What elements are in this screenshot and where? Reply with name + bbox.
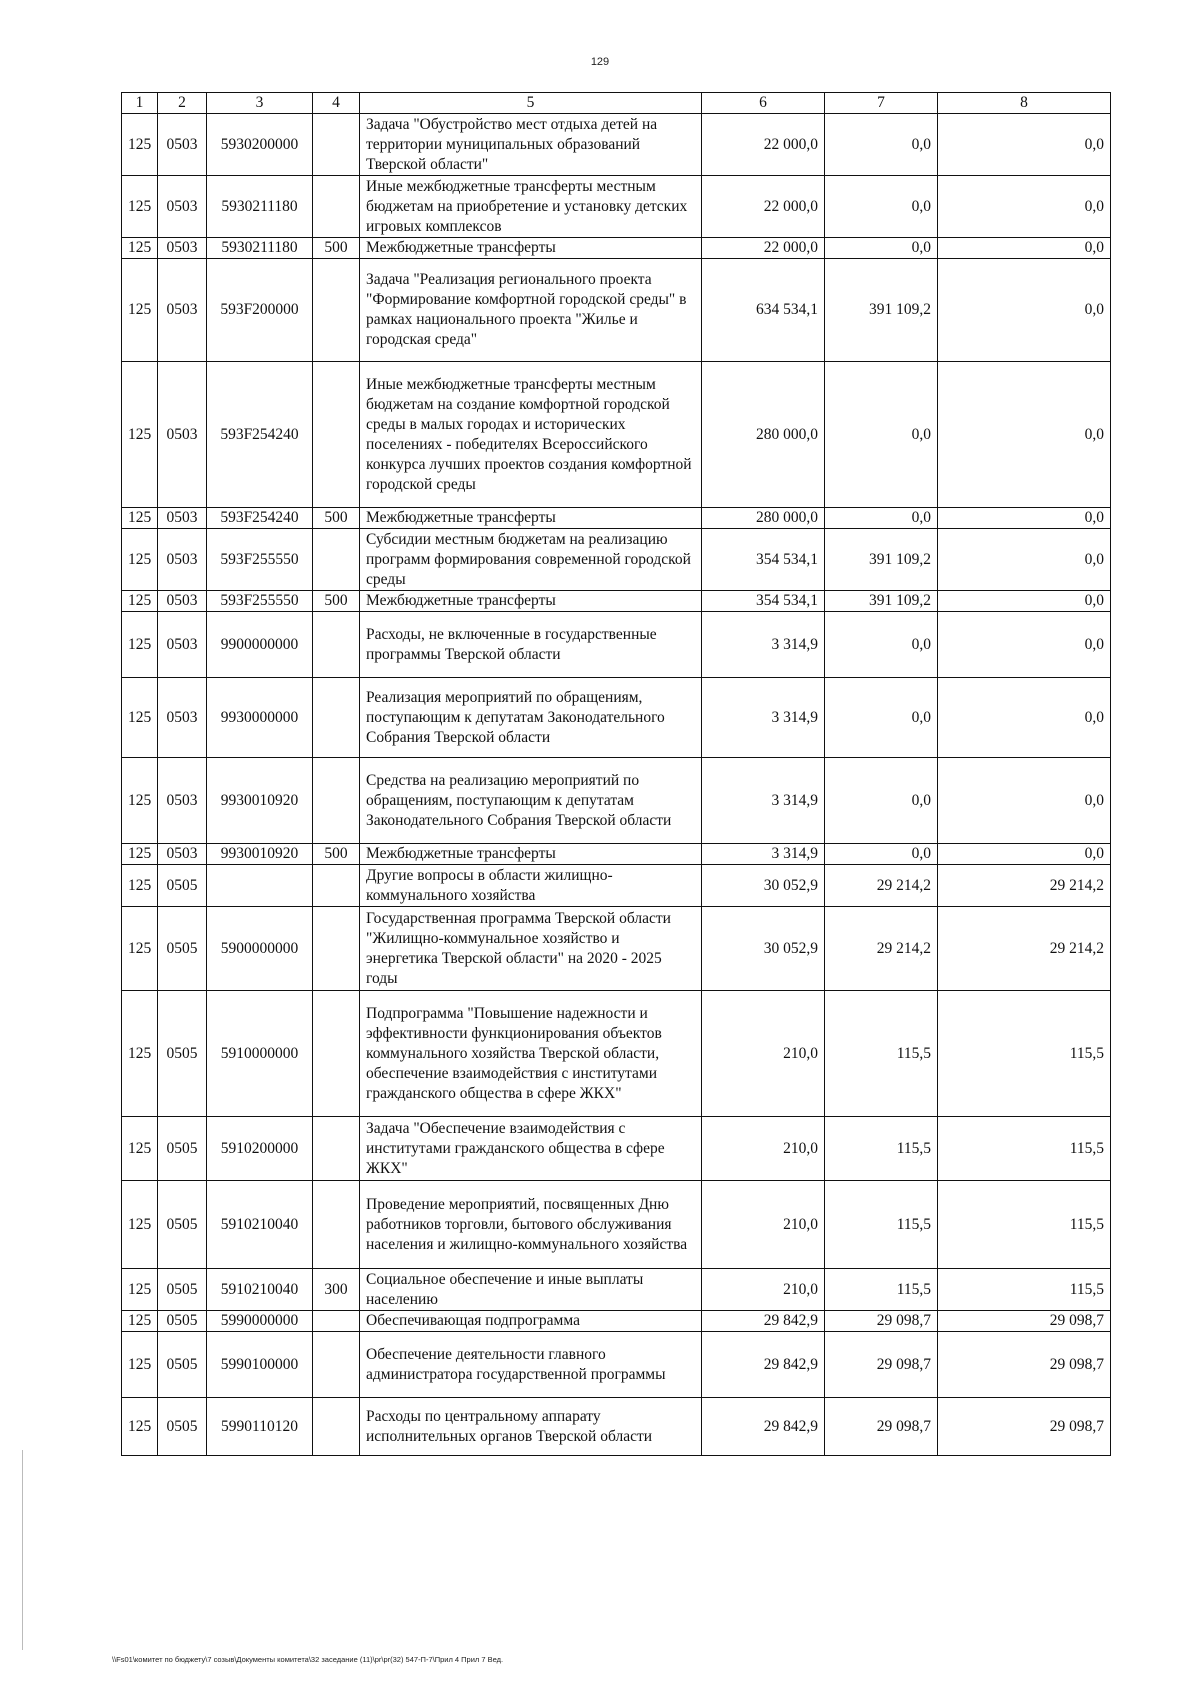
- cell-section: 0503: [158, 612, 207, 678]
- cell-admin: 125: [122, 907, 158, 991]
- table-row: [122, 508, 1111, 529]
- cell-type: 500: [313, 844, 360, 865]
- cell-amount-6: 3 314,9: [702, 758, 825, 844]
- table-row: [122, 1332, 1111, 1398]
- cell-section: 0505: [158, 1117, 207, 1181]
- budget-table: [121, 92, 1111, 1456]
- cell-amount-6: 210,0: [702, 1181, 825, 1269]
- cell-description: Задача "Обеспечение взаимодействия с институтами гражданского общества в сфере ЖКХ": [360, 1117, 702, 1181]
- cell-target: [207, 865, 313, 907]
- cell-type: 500: [313, 591, 360, 612]
- cell-amount-8: 0,0: [938, 678, 1111, 758]
- header-col-8: 8: [938, 93, 1111, 114]
- cell-description: Средства на реализацию мероприятий по обращениям, поступающим к депутатам Законодательного Собрания Тверской области: [360, 758, 702, 844]
- cell-amount-8: 0,0: [938, 844, 1111, 865]
- table-row: [122, 865, 1111, 907]
- table-row: [122, 758, 1111, 844]
- cell-admin: 125: [122, 362, 158, 508]
- table-row: [122, 907, 1111, 991]
- cell-amount-6: 210,0: [702, 1269, 825, 1311]
- cell-type: [313, 612, 360, 678]
- cell-amount-6: 354 534,1: [702, 591, 825, 612]
- cell-amount-8: 0,0: [938, 591, 1111, 612]
- cell-amount-6: 3 314,9: [702, 612, 825, 678]
- cell-amount-7: 0,0: [825, 758, 938, 844]
- cell-amount-6: 280 000,0: [702, 508, 825, 529]
- table-row: [122, 238, 1111, 259]
- cell-admin: 125: [122, 114, 158, 176]
- cell-amount-7: 0,0: [825, 612, 938, 678]
- cell-type: [313, 529, 360, 591]
- cell-section: 0505: [158, 865, 207, 907]
- cell-description: Межбюджетные трансферты: [360, 238, 702, 259]
- cell-section: 0503: [158, 259, 207, 362]
- cell-section: 0503: [158, 114, 207, 176]
- cell-amount-8: 115,5: [938, 1117, 1111, 1181]
- cell-admin: 125: [122, 991, 158, 1117]
- cell-type: [313, 907, 360, 991]
- cell-section: 0505: [158, 1332, 207, 1398]
- cell-amount-8: 29 098,7: [938, 1398, 1111, 1456]
- cell-section: 0503: [158, 362, 207, 508]
- scan-margin-line: [22, 1450, 23, 1650]
- cell-amount-8: 0,0: [938, 612, 1111, 678]
- cell-section: 0505: [158, 1269, 207, 1311]
- cell-amount-8: 29 098,7: [938, 1332, 1111, 1398]
- footer-file-path: \\Fs01\комитет по бюджету\7 созыв\Документы комитета\32 заседание (11)\pr\pr(32) 547-П-7\Прил 4 Прил 7 Вед.: [112, 1655, 504, 1664]
- header-col-4: 4: [313, 93, 360, 114]
- cell-description: Расходы, не включенные в государственные программы Тверской области: [360, 612, 702, 678]
- cell-type: [313, 1311, 360, 1332]
- cell-amount-6: 280 000,0: [702, 362, 825, 508]
- cell-section: 0503: [158, 238, 207, 259]
- cell-admin: 125: [122, 1269, 158, 1311]
- cell-amount-7: 391 109,2: [825, 259, 938, 362]
- cell-amount-7: 0,0: [825, 176, 938, 238]
- table-row: [122, 176, 1111, 238]
- cell-description: Субсидии местным бюджетам на реализацию программ формирования современной городской среды: [360, 529, 702, 591]
- cell-amount-6: 22 000,0: [702, 176, 825, 238]
- cell-description: Задача "Обустройство мест отдыха детей на территории муниципальных образований Тверской области": [360, 114, 702, 176]
- page-number: 129: [590, 56, 610, 68]
- cell-type: [313, 1398, 360, 1456]
- cell-admin: 125: [122, 758, 158, 844]
- cell-amount-6: 210,0: [702, 991, 825, 1117]
- cell-section: 0505: [158, 1181, 207, 1269]
- cell-target: 5930211180: [207, 238, 313, 259]
- cell-amount-6: 22 000,0: [702, 238, 825, 259]
- cell-target: 5910000000: [207, 991, 313, 1117]
- cell-description: Подпрограмма "Повышение надежности и эффективности функционирования объектов коммунального хозяйства Тверской области, обеспечение взаимодействия с институтами гражданского общества в сфере ЖКХ": [360, 991, 702, 1117]
- cell-amount-6: 29 842,9: [702, 1332, 825, 1398]
- cell-admin: 125: [122, 678, 158, 758]
- cell-description: Обеспечивающая подпрограмма: [360, 1311, 702, 1332]
- cell-target: 9930010920: [207, 758, 313, 844]
- cell-amount-8: 29 214,2: [938, 865, 1111, 907]
- cell-target: 9900000000: [207, 612, 313, 678]
- cell-admin: 125: [122, 591, 158, 612]
- cell-target: 9930000000: [207, 678, 313, 758]
- cell-amount-6: 3 314,9: [702, 844, 825, 865]
- cell-section: 0503: [158, 758, 207, 844]
- cell-amount-8: 29 098,7: [938, 1311, 1111, 1332]
- cell-target: 5910200000: [207, 1117, 313, 1181]
- table-row: [122, 1398, 1111, 1456]
- cell-target: 5990110120: [207, 1398, 313, 1456]
- cell-amount-7: 391 109,2: [825, 591, 938, 612]
- cell-description: Проведение мероприятий, посвященных Дню работников торговли, бытового обслуживания населения и жилищно-коммунального хозяйства: [360, 1181, 702, 1269]
- cell-section: 0505: [158, 1398, 207, 1456]
- cell-amount-8: 0,0: [938, 176, 1111, 238]
- cell-amount-8: 0,0: [938, 259, 1111, 362]
- cell-target: 5900000000: [207, 907, 313, 991]
- cell-description: Иные межбюджетные трансферты местным бюджетам на создание комфортной городской среды в малых городах и исторических поселениях - победителях Всероссийского конкурса лучших проектов создания комфортной городской среды: [360, 362, 702, 508]
- cell-amount-8: 0,0: [938, 238, 1111, 259]
- header-col-3: 3: [207, 93, 313, 114]
- header-col-2: 2: [158, 93, 207, 114]
- cell-type: [313, 259, 360, 362]
- cell-description: Расходы по центральному аппарату исполнительных органов Тверской области: [360, 1398, 702, 1456]
- cell-target: 593F255550: [207, 529, 313, 591]
- cell-type: [313, 991, 360, 1117]
- cell-amount-7: 0,0: [825, 508, 938, 529]
- cell-description: Обеспечение деятельности главного администратора государственной программы: [360, 1332, 702, 1398]
- cell-amount-6: 634 534,1: [702, 259, 825, 362]
- header-row: [122, 93, 1111, 114]
- table-row: [122, 1181, 1111, 1269]
- header-col-5: 5: [360, 93, 702, 114]
- cell-amount-7: 0,0: [825, 678, 938, 758]
- cell-amount-6: 30 052,9: [702, 865, 825, 907]
- cell-type: [313, 176, 360, 238]
- cell-amount-7: 115,5: [825, 1269, 938, 1311]
- cell-amount-6: 3 314,9: [702, 678, 825, 758]
- cell-amount-8: 0,0: [938, 758, 1111, 844]
- cell-section: 0503: [158, 508, 207, 529]
- cell-target: 593F254240: [207, 362, 313, 508]
- table-row: [122, 259, 1111, 362]
- cell-admin: 125: [122, 1181, 158, 1269]
- cell-target: 5910210040: [207, 1181, 313, 1269]
- table-row: [122, 591, 1111, 612]
- cell-amount-6: 210,0: [702, 1117, 825, 1181]
- cell-amount-7: 29 214,2: [825, 865, 938, 907]
- cell-type: 300: [313, 1269, 360, 1311]
- cell-admin: 125: [122, 529, 158, 591]
- cell-type: [313, 1117, 360, 1181]
- cell-section: 0503: [158, 591, 207, 612]
- cell-amount-7: 115,5: [825, 1117, 938, 1181]
- cell-section: 0505: [158, 1311, 207, 1332]
- table-row: [122, 612, 1111, 678]
- cell-amount-7: 29 098,7: [825, 1311, 938, 1332]
- table-row: [122, 114, 1111, 176]
- cell-type: [313, 362, 360, 508]
- cell-admin: 125: [122, 176, 158, 238]
- cell-amount-7: 391 109,2: [825, 529, 938, 591]
- cell-description: Межбюджетные трансферты: [360, 591, 702, 612]
- cell-amount-6: 22 000,0: [702, 114, 825, 176]
- cell-amount-8: 29 214,2: [938, 907, 1111, 991]
- cell-admin: 125: [122, 238, 158, 259]
- table-row: [122, 529, 1111, 591]
- cell-amount-7: 0,0: [825, 362, 938, 508]
- cell-type: [313, 114, 360, 176]
- cell-type: [313, 758, 360, 844]
- table-row: [122, 844, 1111, 865]
- cell-amount-8: 0,0: [938, 529, 1111, 591]
- cell-amount-8: 115,5: [938, 1269, 1111, 1311]
- cell-amount-8: 0,0: [938, 508, 1111, 529]
- cell-description: Другие вопросы в области жилищно-коммунального хозяйства: [360, 865, 702, 907]
- cell-description: Социальное обеспечение и иные выплаты населению: [360, 1269, 702, 1311]
- cell-target: 5910210040: [207, 1269, 313, 1311]
- cell-target: 593F200000: [207, 259, 313, 362]
- cell-admin: 125: [122, 1332, 158, 1398]
- cell-type: [313, 1181, 360, 1269]
- table-row: [122, 1311, 1111, 1332]
- table-row: [122, 362, 1111, 508]
- header-col-1: 1: [122, 93, 158, 114]
- cell-admin: 125: [122, 844, 158, 865]
- cell-type: 500: [313, 508, 360, 529]
- cell-description: Реализация мероприятий по обращениям, поступающим к депутатам Законодательного Собрания Тверской области: [360, 678, 702, 758]
- cell-admin: 125: [122, 508, 158, 529]
- cell-target: 5990000000: [207, 1311, 313, 1332]
- cell-target: 5990100000: [207, 1332, 313, 1398]
- cell-amount-7: 115,5: [825, 991, 938, 1117]
- cell-description: Межбюджетные трансферты: [360, 508, 702, 529]
- cell-type: [313, 865, 360, 907]
- cell-amount-6: 354 534,1: [702, 529, 825, 591]
- cell-admin: 125: [122, 1398, 158, 1456]
- cell-description: Задача "Реализация регионального проекта "Формирование комфортной городской среды" в рамках национального проекта "Жилье и городская среда": [360, 259, 702, 362]
- table-row: [122, 678, 1111, 758]
- header-col-6: 6: [702, 93, 825, 114]
- cell-description: Межбюджетные трансферты: [360, 844, 702, 865]
- cell-target: 593F254240: [207, 508, 313, 529]
- cell-section: 0503: [158, 678, 207, 758]
- cell-admin: 125: [122, 259, 158, 362]
- header-col-7: 7: [825, 93, 938, 114]
- cell-target: 5930200000: [207, 114, 313, 176]
- cell-target: 9930010920: [207, 844, 313, 865]
- cell-description: Иные межбюджетные трансферты местным бюджетам на приобретение и установку детских игровых комплексов: [360, 176, 702, 238]
- cell-amount-7: 29 098,7: [825, 1398, 938, 1456]
- cell-amount-7: 29 098,7: [825, 1332, 938, 1398]
- cell-admin: 125: [122, 1117, 158, 1181]
- cell-section: 0505: [158, 991, 207, 1117]
- cell-amount-8: 115,5: [938, 1181, 1111, 1269]
- cell-amount-6: 29 842,9: [702, 1311, 825, 1332]
- cell-amount-7: 29 214,2: [825, 907, 938, 991]
- cell-section: 0503: [158, 529, 207, 591]
- cell-amount-7: 0,0: [825, 238, 938, 259]
- cell-amount-6: 30 052,9: [702, 907, 825, 991]
- cell-admin: 125: [122, 865, 158, 907]
- cell-type: [313, 1332, 360, 1398]
- cell-target: 593F255550: [207, 591, 313, 612]
- cell-amount-7: 0,0: [825, 114, 938, 176]
- cell-amount-6: 29 842,9: [702, 1398, 825, 1456]
- cell-description: Государственная программа Тверской области "Жилищно-коммунальное хозяйство и энергетика Тверской области" на 2020 - 2025 годы: [360, 907, 702, 991]
- cell-type: [313, 678, 360, 758]
- cell-amount-7: 0,0: [825, 844, 938, 865]
- cell-section: 0503: [158, 844, 207, 865]
- cell-admin: 125: [122, 1311, 158, 1332]
- cell-section: 0505: [158, 907, 207, 991]
- table-row: [122, 1269, 1111, 1311]
- cell-amount-8: 0,0: [938, 114, 1111, 176]
- table-row: [122, 1117, 1111, 1181]
- cell-amount-7: 115,5: [825, 1181, 938, 1269]
- cell-target: 5930211180: [207, 176, 313, 238]
- cell-section: 0503: [158, 176, 207, 238]
- cell-admin: 125: [122, 612, 158, 678]
- table-row: [122, 991, 1111, 1117]
- cell-amount-8: 115,5: [938, 991, 1111, 1117]
- cell-amount-8: 0,0: [938, 362, 1111, 508]
- cell-type: 500: [313, 238, 360, 259]
